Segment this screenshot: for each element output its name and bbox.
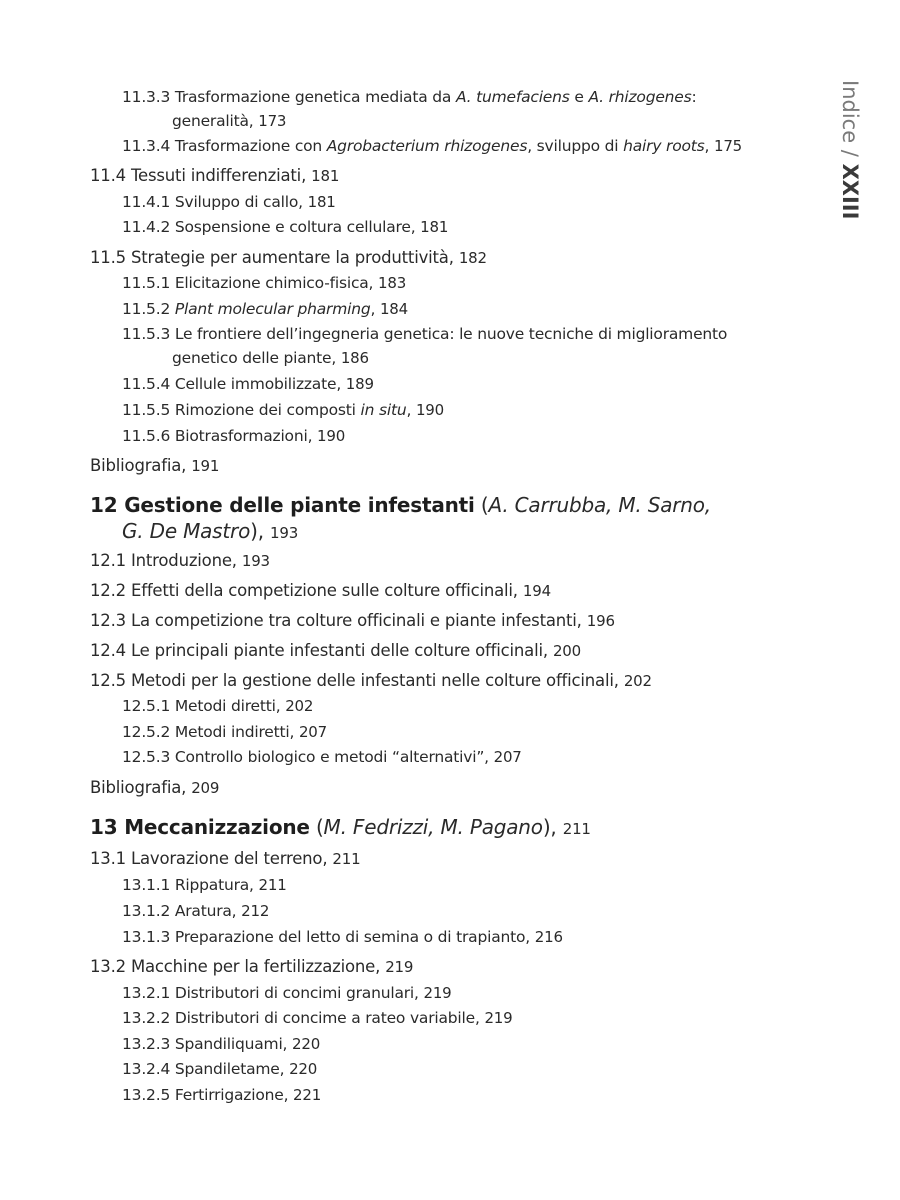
page-ref: 221 [293, 1086, 322, 1104]
page-ref: 202 [623, 672, 652, 690]
page-ref: 193 [241, 552, 270, 570]
toc-chapter-13[interactable]: 13 Meccanizzazione (M. Fedrizzi, M. Pagano), 211 [90, 815, 591, 839]
toc-entry-13-2-1[interactable]: 13.2.1 Distributori di concimi granulari, 219 [122, 984, 452, 1002]
page-ref: 184 [379, 300, 408, 318]
page-ref: 211 [332, 850, 361, 868]
toc-entry-11-5-3-cont[interactable]: genetico delle piante, 186 [172, 349, 369, 367]
toc-entry-11-5-1[interactable]: 11.5.1 Elicitazione chimico-fisica, 183 [122, 274, 407, 292]
page-ref: 182 [458, 249, 487, 267]
page-ref: 219 [423, 984, 452, 1002]
toc-entry-12-5-2[interactable]: 12.5.2 Metodi indiretti, 207 [122, 723, 327, 741]
page-ref: 189 [345, 375, 374, 393]
toc-entry-11-5-4[interactable]: 11.5.4 Cellule immobilizzate, 189 [122, 375, 374, 393]
page-number: XXIII [838, 163, 862, 220]
chapter-authors: A. Carrubba, M. Sarno, [488, 493, 711, 517]
toc-chapter-12-cont[interactable]: G. De Mastro), 193 [122, 519, 299, 543]
toc-entry-11-5-5[interactable]: 11.5.5 Rimozione dei composti in situ, 190 [122, 401, 444, 419]
toc-entry-11-4[interactable]: 11.4 Tessuti indifferenziati, 181 [90, 166, 340, 185]
toc-entry-13-1-1[interactable]: 13.1.1 Rippatura, 211 [122, 876, 287, 894]
chapter-title: 12 Gestione delle piante infestanti [90, 493, 475, 517]
toc-entry-13-1-2[interactable]: 13.1.2 Aratura, 212 [122, 902, 270, 920]
running-header [836, 80, 864, 219]
page-ref: 173 [258, 112, 287, 130]
page-ref: 216 [534, 928, 563, 946]
toc-entry-11-5[interactable]: 11.5 Strategie per aumentare la produttività, 182 [90, 248, 487, 267]
toc-chapter-12[interactable]: 12 Gestione delle piante infestanti (A. Carrubba, M. Sarno, [90, 493, 711, 517]
chapter-authors: G. De Mastro [122, 519, 251, 543]
toc-entry-bibliografia-12[interactable]: Bibliografia, 209 [90, 778, 220, 797]
page-ref: 196 [586, 612, 615, 630]
page-ref: 202 [285, 697, 314, 715]
page-ref: 181 [420, 218, 449, 236]
toc-entry-11-4-2[interactable]: 11.4.2 Sospensione e coltura cellulare, 181 [122, 218, 449, 236]
toc-entry-12-4[interactable]: 12.4 Le principali piante infestanti delle colture officinali, 200 [90, 641, 581, 660]
toc-entry-11-4-1[interactable]: 11.4.1 Sviluppo di callo, 181 [122, 193, 336, 211]
page-ref: 211 [562, 820, 591, 838]
toc-entry-12-3[interactable]: 12.3 La competizione tra colture officinali e piante infestanti, 196 [90, 611, 615, 630]
page-ref: 209 [191, 779, 220, 797]
toc-entry-11-5-3[interactable]: 11.5.3 Le frontiere dell’ingegneria genetica: le nuove tecniche di miglioramento [122, 325, 728, 343]
page-ref: 181 [311, 167, 340, 185]
page-ref: 194 [522, 582, 551, 600]
toc-entry-13-2-2[interactable]: 13.2.2 Distributori di concime a rateo variabile, 219 [122, 1009, 513, 1027]
page-ref: 219 [484, 1009, 513, 1027]
toc-entry-11-3-4[interactable]: 11.3.4 Trasformazione con Agrobacterium rhizogenes, sviluppo di hairy roots, 175 [122, 137, 743, 155]
toc-entry-11-3-3-cont[interactable]: generalità, 173 [172, 112, 287, 130]
toc-entry-12-2[interactable]: 12.2 Effetti della competizione sulle colture officinali, 194 [90, 581, 551, 600]
page-ref: 181 [307, 193, 336, 211]
page-ref: 219 [385, 958, 414, 976]
page-ref: 183 [378, 274, 407, 292]
page-ref: 186 [340, 349, 369, 367]
page-ref: 220 [292, 1035, 321, 1053]
page-ref: 212 [241, 902, 270, 920]
toc-entry-13-2-3[interactable]: 13.2.3 Spandiliquami, 220 [122, 1035, 321, 1053]
toc-entry-13-1-3[interactable]: 13.1.3 Preparazione del letto di semina o di trapianto, 216 [122, 928, 563, 946]
page-ref: 207 [298, 723, 327, 741]
toc-entry-12-5-1[interactable]: 12.5.1 Metodi diretti, 202 [122, 697, 314, 715]
page-ref: 200 [552, 642, 581, 660]
toc-entry-13-2[interactable]: 13.2 Macchine per la fertilizzazione, 219 [90, 957, 414, 976]
page-ref: 191 [191, 457, 220, 475]
toc-entry-bibliografia-11[interactable]: Bibliografia, 191 [90, 456, 220, 475]
toc-entry-13-1[interactable]: 13.1 Lavorazione del terreno, 211 [90, 849, 361, 868]
page-ref: 211 [258, 876, 287, 894]
running-header-section: Indice / [838, 80, 862, 164]
page-ref: 190 [317, 427, 346, 445]
toc-entry-12-5[interactable]: 12.5 Metodi per la gestione delle infestanti nelle colture officinali, 202 [90, 671, 652, 690]
page-ref: 190 [415, 401, 444, 419]
chapter-title: 13 Meccanizzazione [90, 815, 310, 839]
toc-entry-11-5-6[interactable]: 11.5.6 Biotrasformazioni, 190 [122, 427, 346, 445]
page-ref: 220 [289, 1060, 318, 1078]
page-ref: 207 [493, 748, 522, 766]
toc-entry-11-5-2[interactable]: 11.5.2 Plant molecular pharming, 184 [122, 300, 408, 318]
toc-entry-12-5-3[interactable]: 12.5.3 Controllo biologico e metodi “alternativi”, 207 [122, 748, 522, 766]
page-ref: 175 [714, 137, 743, 155]
toc-entry-11-3-3[interactable]: 11.3.3 Trasformazione genetica mediata da A. tumefaciens e A. rhizogenes: [122, 88, 697, 106]
toc-entry-13-2-4[interactable]: 13.2.4 Spandiletame, 220 [122, 1060, 318, 1078]
page-ref: 193 [270, 524, 299, 542]
chapter-authors: M. Fedrizzi, M. Pagano [323, 815, 543, 839]
toc-entry-13-2-5[interactable]: 13.2.5 Fertirrigazione, 221 [122, 1086, 322, 1104]
toc-entry-12-1[interactable]: 12.1 Introduzione, 193 [90, 551, 270, 570]
